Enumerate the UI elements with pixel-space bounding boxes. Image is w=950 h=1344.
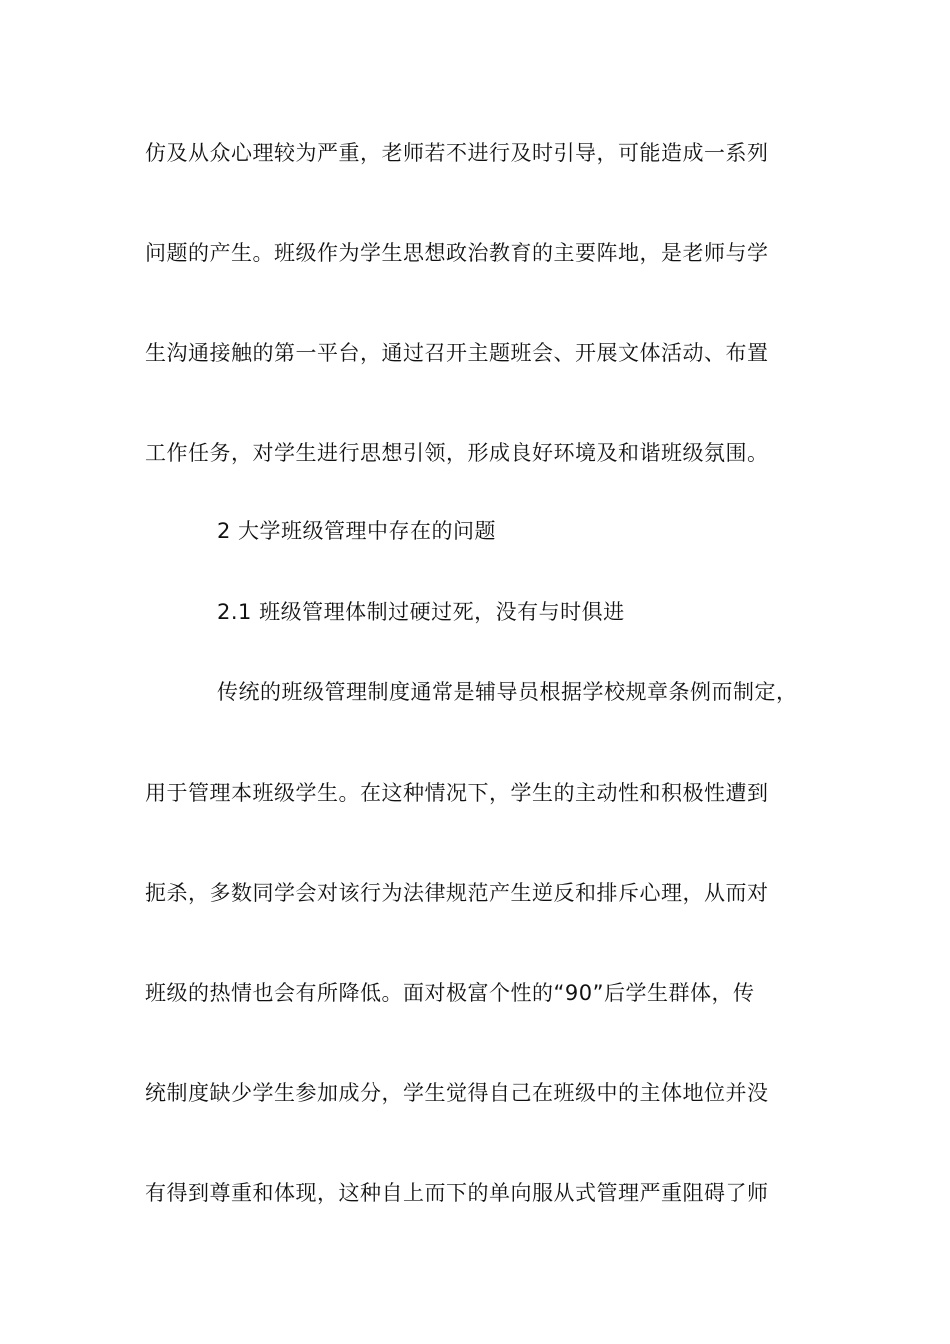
paragraph-line: 有得到尊重和体现，这种自上而下的单向服从式管理严重阻碍了师 <box>145 1181 769 1205</box>
paragraph-line: 生沟通接触的第一平台，通过召开主题班会、开展文体活动、布置 <box>145 341 769 365</box>
paragraph-line: 统制度缺少学生参加成分，学生觉得自己在班级中的主体地位并没 <box>145 1081 769 1105</box>
paragraph-line: 传统的班级管理制度通常是辅导员根据学校规章条例而制定， <box>217 680 798 704</box>
paragraph-line: 班级的热情也会有所降低。面对极富个性的“90”后学生群体，传 <box>145 981 755 1005</box>
paragraph-line: 仿及从众心理较为严重，老师若不进行及时引导，可能造成一系列 <box>145 141 769 165</box>
paragraph-line: 用于管理本班级学生。在这种情况下，学生的主动性和积极性遭到 <box>145 781 769 805</box>
paragraph-line: 工作任务，对学生进行思想引领，形成良好环境及和谐班级氛围。 <box>145 441 769 465</box>
section-heading: 2 大学班级管理中存在的问题 <box>217 519 497 543</box>
paragraph-line: 扼杀，多数同学会对该行为法律规范产生逆反和排斥心理，从而对 <box>145 881 769 905</box>
subsection-heading: 2.1 班级管理体制过硬过死，没有与时俱进 <box>217 600 625 624</box>
paragraph-line: 问题的产生。班级作为学生思想政治教育的主要阵地，是老师与学 <box>145 241 769 265</box>
